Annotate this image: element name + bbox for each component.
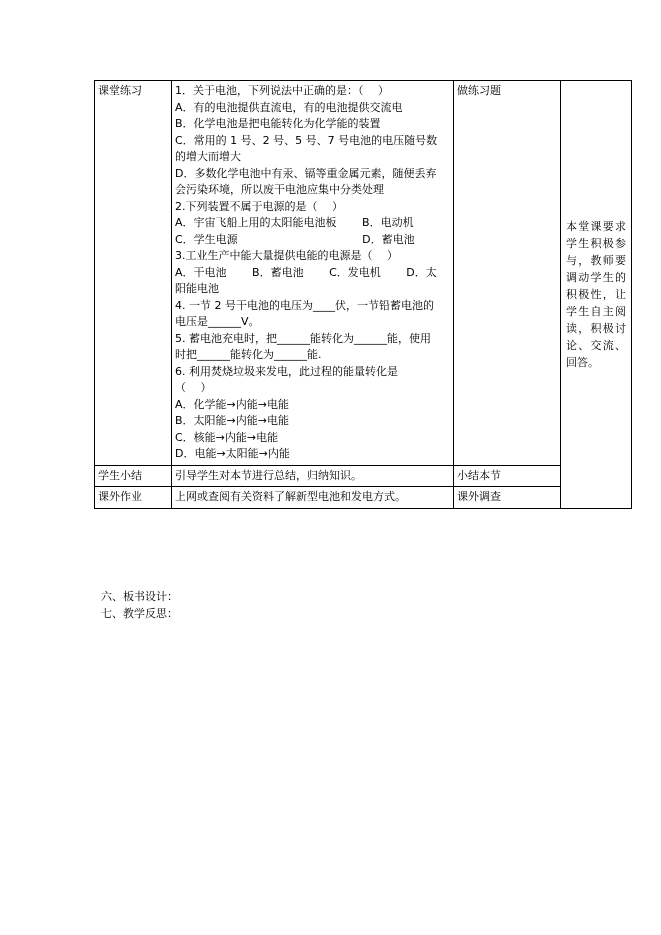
board-design-heading: 六、板书设计： [101,590,178,603]
exercise-line: 6. 利用焚烧垃圾来发电，此过程的能量转化是 [175,364,398,378]
activity-homework: 课外调查 [454,487,561,509]
exercise-line: 电压是______V。 [175,315,260,328]
row-label-homework: 课外作业 [95,487,172,509]
table-row [95,465,632,487]
exercise-line: C．学生电源 D．蓄电池 [175,232,415,246]
row-label-student-summary: 学生小结 [95,465,172,487]
exercise-line: 阳能电池 [175,282,219,295]
exercise-line: B．化学电池是把电能转化为化学能的装置 [175,117,381,130]
table-row [95,487,632,509]
exercise-line: 5. 蓄电池充电时，把______能转化为______能，使用 [175,331,431,345]
exercise-line: 会污染环境，所以废干电池应集中分类处理 [175,183,384,196]
table-row [95,81,632,466]
exercise-line: D．多数化学电池中有汞、镉等重金属元素，随便丢弃 [175,166,437,180]
exercise-content [172,81,454,466]
activity-summary: 小结本节 [454,465,561,487]
exercise-line: 时把______能转化为______能. [175,348,322,361]
exercise-line: （ ） [175,381,212,394]
exercise-line: A．有的电池提供直流电，有的电池提供交流电 [175,100,403,114]
reflection-heading: 七、教学反思： [101,607,178,620]
exercise-line: 3.工业生产中能大量提供电能的电源是（ ） [175,249,398,262]
exercise-line: 的增大而增大 [175,150,241,163]
summary-content: 引导学生对本节进行总结，归纳知识。 [172,465,454,487]
exercise-line: C．核能→内能→电能 [175,430,279,444]
homework-content: 上网或查阅有关资料了解新型电池和发电方式。 [172,487,454,509]
exercise-line: 1．关于电池，下列说法中正确的是：（ ） [175,84,389,97]
exercise-line: A．宇宙飞船上用的太阳能电池板 B．电动机 [175,216,414,229]
lesson-plan-table [94,80,632,509]
exercise-line: C．常用的 1 号、2 号、5 号、7 号电池的电压随号数 [175,133,438,147]
exercise-line: B．太阳能→内能→电能 [175,414,289,427]
exercise-line: D．电能→太阳能→内能 [175,447,290,460]
exercise-line: A．化学能→内能→电能 [175,397,289,411]
row-label-classroom-practice: 课堂练习 [95,81,172,466]
exercise-line: 4. 一节 2 号干电池的电压为____伏，一节铅蓄电池的 [175,298,434,312]
side-note-text: 本堂课要求学生积极参与，教师要调动学生的积极性，让学生自主阅读，积极讨论、交流、回答。 [566,219,626,369]
exercise-line: 2.下列装置不属于电源的是（ ） [175,199,343,213]
section-headings [101,588,178,622]
activity-practice: 做练习题 [454,81,561,466]
exercise-line: A．干电池 B．蓄电池 C．发电机 D．太 [175,265,437,279]
teacher-side-note [561,81,632,509]
